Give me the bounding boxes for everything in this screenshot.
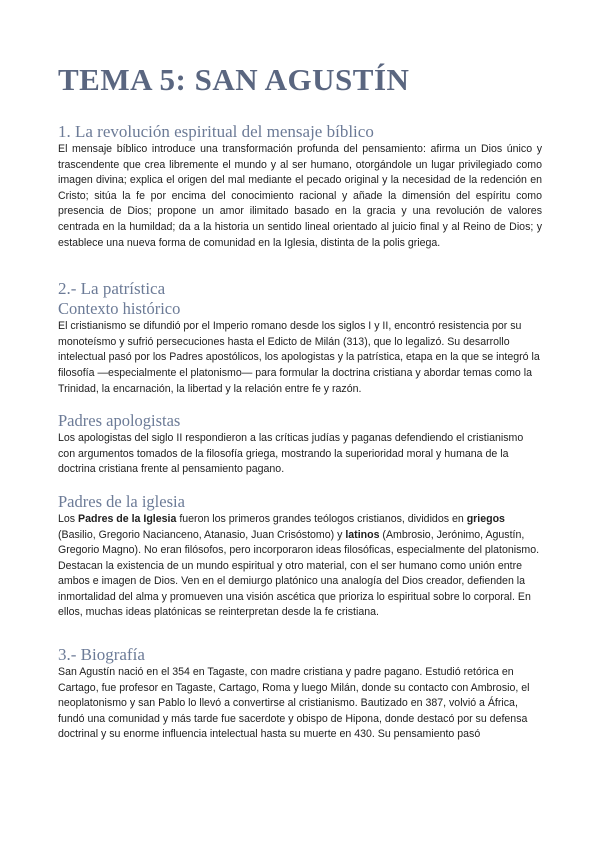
subsection-paragraph: El cristianismo se difundió por el Imperio romano desde los siglos I y II, encontró resistencia por su monoteísmo y sufrió persecuciones hasta el Edicto de Milán (313), que lo legalizó. Su desarrollo intelectual pasó por los Padres apostólicos, los apologistas y la patrística, etapa en la que se integró la filosofía —especialmente el platonismo— para formular la doctrina cristiana y abordar temas como la Trinidad, la encarnación, la libertad y la relación entre fe y razón. [58, 320, 540, 395]
section-paragraph: San Agustín nació en el 354 en Tagaste, con madre cristiana y padre pagano. Estudió retórica en Cartago, fue profesor en Tagaste, Cartago, Roma y luego Milán, donde su contacto con Ambrosio, el neoplatonismo y san Pablo lo llevó a convertirse al cristianismo. Bautizado en 387, volvió a África, fundó una comunidad y más tarde fue sacerdote y obispo de Hipona, donde destacó por su defensa doctrinal y su enorme influencia intelectual hasta su muerte en 430. Su pensamiento pasó [58, 666, 530, 741]
section-biografia [58, 645, 542, 743]
bold-term: Padres de la Iglesia [78, 512, 177, 525]
subsection-paragraph [58, 512, 542, 621]
bold-term: griegos [466, 512, 505, 525]
section-heading: 3.- Biografía [58, 645, 145, 665]
text-run: Los [58, 512, 79, 525]
page-title: TEMA 5: SAN AGUSTÍN [58, 62, 410, 97]
section-revolucion-espiritual [58, 122, 542, 251]
section-heading: 2.- La patrística [58, 279, 166, 299]
text-run: (Basilio, Gregorio Nacianceno, Atanasio, Juan Crisóstomo) y [58, 528, 346, 541]
section-paragraph: El mensaje bíblico introduce una transformación profunda del pensamiento: afirma un Dios único y trascendente que crea libremente el mundo y al ser humano, otorgándole un lugar privilegiado como imagen divina; explica el origen del mal mediante el pecado original y la necesidad de la redención en Cristo; sitúa la fe por encima del conocimiento racional y añade la dimensión del espíritu como presencia de Dios; propone un amor ilimitado basado en la gracia y una revolución de valores centrada en la humildad; da a la historia un sentido lineal orientado al juicio final y al Reino de Dios; y establece una nueva forma de comunidad en la Iglesia, distinta de la polis griega. [58, 143, 542, 249]
subsection-heading: Padres de la iglesia [58, 491, 185, 511]
section-patristica [58, 279, 542, 621]
subsection-apologistas [58, 411, 542, 478]
bold-term: latinos [345, 528, 380, 541]
subsection-padres-iglesia [58, 492, 542, 621]
subsection-heading: Contexto histórico [58, 299, 181, 319]
subsection-heading: Padres apologistas [58, 411, 181, 431]
section-heading: 1. La revolución espiritual del mensaje bíblico [58, 122, 374, 141]
text-run: fueron los primeros grandes teólogos cristianos, divididos en [176, 512, 467, 525]
text-run: (Ambrosio, Jerónimo, Agustín, Gregorio Magno). No eran filósofos, pero incorporaron ideas filosóficas, especialmente del platonismo. Destacan la existencia de un mundo espiritual y otro material, con el ser humano como unión entre ambos e imagen de Dios. Ven en el demiurgo platónico una analogía del Dios creador, defienden la inmortalidad del alma y promueven una visión ascética que prioriza lo espiritual sobre lo corporal. En ellos, muchas ideas platónicas se reinterpretan desde la fe cristiana. [58, 528, 540, 619]
subsection-paragraph: Los apologistas del siglo II respondieron a las críticas judías y paganas defendiendo el cristianismo con argumentos tomados de la filosofía griega, mostrando la superioridad moral y humana de la doctrina cristiana frente al pensamiento pagano. [58, 432, 524, 476]
